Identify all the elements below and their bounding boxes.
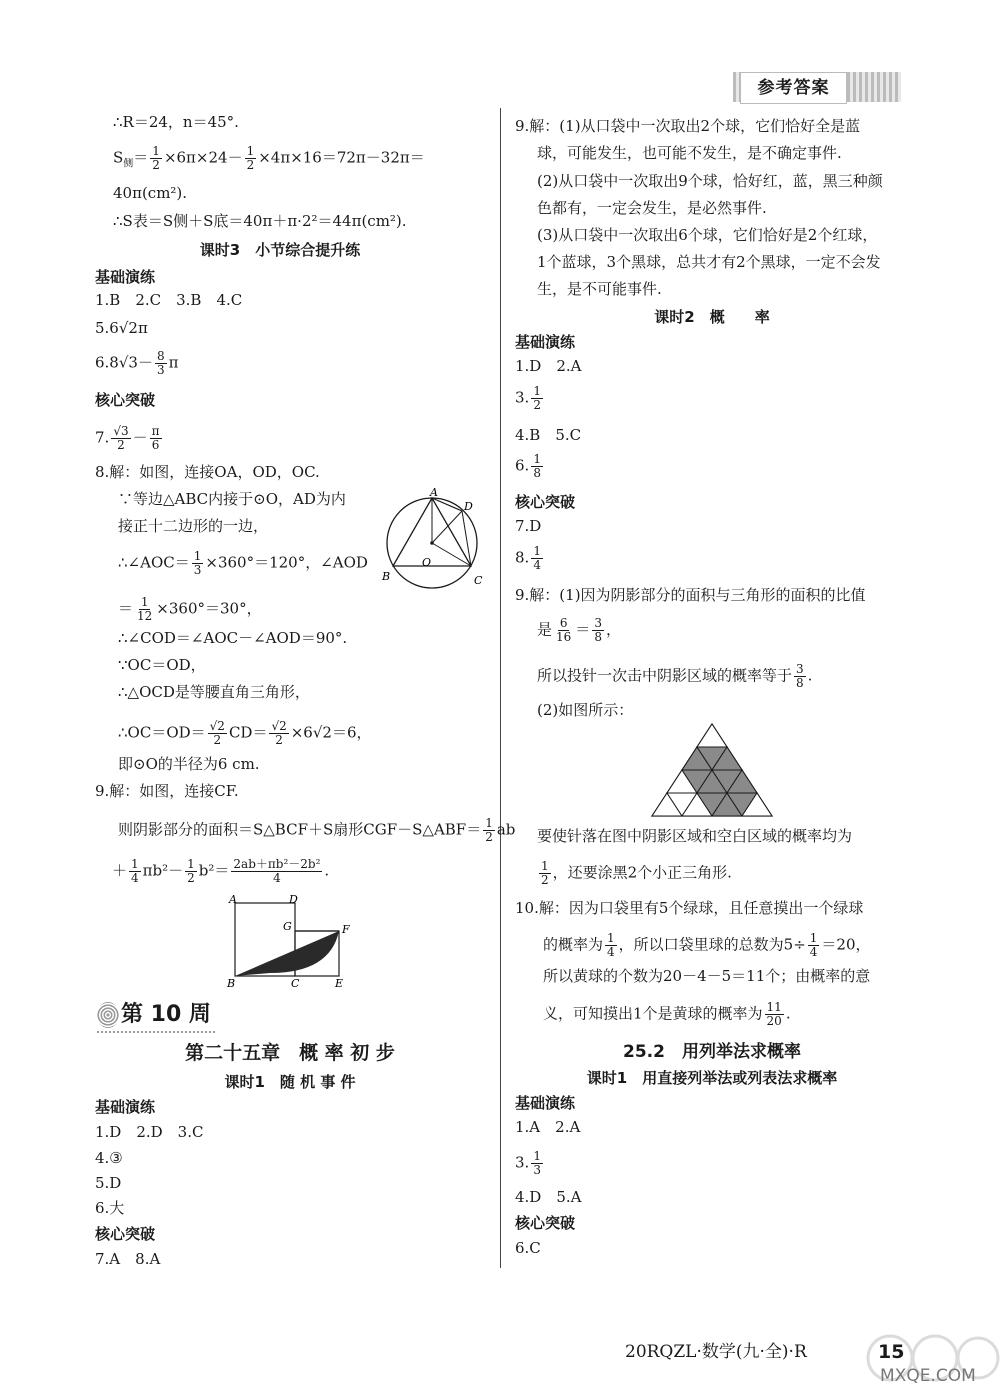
label-f: F bbox=[342, 923, 350, 936]
section-heading: 核心突破 bbox=[515, 493, 576, 511]
answer-line: 1.A 2.A bbox=[515, 1118, 581, 1136]
section-heading: 基础演练 bbox=[515, 333, 576, 351]
solution-line: 8.解：如图，连接OA，OD，OC. bbox=[95, 463, 320, 481]
solution-line: $\frac{1}{2}$ ，还要涂黑2个小正三角形. bbox=[541, 859, 732, 887]
label-b: B bbox=[382, 570, 391, 583]
lesson-title: 课时3 小节综合提升练 bbox=[199, 241, 361, 259]
line-lateral-area: $S_侧=$ $\frac{1}{2}$ ×6π×24－ $\frac{1}{2}$ ×4π×16＝72π－32π＝ bbox=[113, 144, 425, 172]
week-underline bbox=[97, 1031, 215, 1033]
column-divider bbox=[500, 108, 501, 1268]
label-e: E bbox=[335, 977, 344, 988]
section-heading: 基础演练 bbox=[95, 1098, 156, 1116]
section-heading: 基础演练 bbox=[515, 1094, 576, 1112]
label-b: B bbox=[227, 977, 236, 988]
answer-line: 4.D 5.A bbox=[515, 1188, 582, 1206]
solution-line: (3)从口袋中一次取出6个球，它们恰好是2个红球， bbox=[537, 226, 878, 244]
answer-line: 6.C bbox=[515, 1239, 541, 1257]
chapter-title: 第二十五章 概 率 初 步 bbox=[185, 1042, 395, 1064]
answer-line: 8. $\frac{1}{4}$ bbox=[515, 544, 541, 572]
week-dots-icon bbox=[97, 1002, 119, 1028]
solution-line: 则阴影部分的面积＝S△BCF＋S扇形CGF－S△ABF＝ $\frac{1}{2}$ ab bbox=[118, 816, 516, 844]
answer-line: 5.D bbox=[95, 1174, 122, 1192]
footer-text: 20RQZL·数学(九·全)·R bbox=[625, 1342, 807, 1362]
solution-line: 球，可能发生，也可能不发生，是不确定事件. bbox=[537, 144, 842, 162]
lesson-title: 课时2 概 率 bbox=[654, 308, 770, 326]
answer-line: 7. $\frac{√3}{2}$ － $\frac{\pi}{6}$ bbox=[95, 424, 160, 452]
solution-line: 9.解：如图，连接CF. bbox=[95, 782, 239, 800]
triangle-grid-figure bbox=[648, 722, 776, 818]
label-c: C bbox=[474, 574, 483, 587]
watermark-text: MXQE.COM bbox=[880, 1366, 976, 1386]
section-heading: 基础演练 bbox=[95, 268, 156, 286]
solution-line: ∴∠COD＝∠AOC－∠AOD＝90°. bbox=[118, 629, 348, 647]
answer-line: 1.D 2.D 3.C bbox=[95, 1123, 204, 1141]
solution-line: 1个蓝球，3个黑球，总共才有2个黑球，一定不会发 bbox=[537, 253, 881, 271]
solution-line: (2)从口袋中一次取出9个球，恰好红，蓝，黑三种颜 bbox=[537, 172, 883, 190]
solution-line: ∴OC＝OD＝ $\frac{√2}{2}$ CD＝ $\frac{√2}{2}$ ×6√2＝6， bbox=[118, 719, 372, 747]
solution-line: 所以黄球的个数为20－4－5＝11个；由概率的意 bbox=[543, 967, 871, 985]
solution-line: 所以投针一次击中阴影区域的概率等于 $\frac{3}{8}$ . bbox=[537, 662, 813, 690]
solution-line: 生，是不可能事件. bbox=[537, 280, 662, 298]
lesson-title: 课时1 用直接列举法或列表法求概率 bbox=[586, 1069, 838, 1087]
triangle-cell bbox=[697, 724, 727, 747]
solution-line: ∵OC＝OD， bbox=[118, 656, 206, 674]
line: ∴R＝24，n＝45°. bbox=[113, 113, 239, 131]
answer-line: 1.B 2.C 3.B 4.C bbox=[95, 291, 243, 309]
week-title: 第 10 周 bbox=[121, 1002, 211, 1027]
label-a: A bbox=[430, 488, 438, 499]
triangle-cells bbox=[652, 724, 772, 816]
page-number: 15 bbox=[878, 1341, 905, 1363]
answer-line: 3. $\frac{1}{2}$ bbox=[515, 384, 541, 412]
answer-line: 6.8√3－ $\frac{8}{3}$ π bbox=[95, 349, 179, 377]
line: ∴S表＝S侧＋S底＝40π＋π·2²＝44π(cm²). bbox=[113, 212, 407, 230]
label-g: G bbox=[283, 920, 292, 933]
solution-line: ∴△OCD是等腰直角三角形， bbox=[118, 683, 310, 701]
lesson-title: 课时1 随 机 事 件 bbox=[224, 1073, 356, 1091]
solution-line: 接正十二边形的一边， bbox=[118, 517, 269, 535]
answer-line: 1.D 2.A bbox=[515, 357, 582, 375]
solution-line: 要使针落在图中阴影区域和空白区域的概率均为 bbox=[537, 827, 853, 845]
line: 40π(cm²). bbox=[113, 184, 188, 202]
section-heading: 核心突破 bbox=[515, 1214, 576, 1232]
answer-line: 6. $\frac{1}{8}$ bbox=[515, 452, 541, 480]
solution-line: ∵等边△ABC内接于⊙O，AD为内 bbox=[118, 490, 346, 508]
solution-line: 9.解：(1)因为阴影部分的面积与三角形的面积的比值 bbox=[515, 586, 866, 604]
circle-figure bbox=[380, 488, 490, 598]
answer-line: 3. $\frac{1}{3}$ bbox=[515, 1149, 541, 1177]
answer-line: 7.A 8.A bbox=[95, 1250, 161, 1268]
answer-line: 4.③ bbox=[95, 1149, 123, 1167]
week-badge bbox=[97, 998, 217, 1032]
solution-line: 9.解：(1)从口袋中一次取出2个球，它们恰好全是蓝 bbox=[515, 117, 861, 135]
solution-line: ＝ $\frac{1}{12}$ ×360°＝30°， bbox=[118, 595, 262, 623]
solution-line: 色都有，一定会发生，是必然事件. bbox=[537, 199, 767, 217]
solution-line: 是 $\frac{6}{16}$ ＝ $\frac{3}{8}$ ， bbox=[537, 616, 621, 644]
answer-line: 4.B 5.C bbox=[515, 426, 582, 444]
solution-line: (2)如图所示： bbox=[537, 701, 634, 719]
label-d: D bbox=[289, 893, 298, 906]
solution-line: 义，可知摸出1个是黄球的概率为 $\frac{11}{20}$ . bbox=[543, 1000, 791, 1028]
solution-line: 10.解：因为口袋里有5个绿球，且任意摸出一个绿球 bbox=[515, 899, 864, 917]
header-title: 参考答案 bbox=[740, 72, 847, 104]
section-heading: 核心突破 bbox=[95, 1225, 156, 1243]
label-c: C bbox=[291, 977, 300, 988]
label-o: O bbox=[422, 556, 432, 569]
solution-line: 的概率为 $\frac{1}{4}$ ，所以口袋里球的总数为5÷ $\frac{1}{4}$ ＝20， bbox=[543, 931, 871, 959]
answer-line: 5.6√2π bbox=[95, 319, 148, 337]
label-d: D bbox=[464, 500, 473, 513]
label-a: A bbox=[229, 893, 237, 906]
solution-line: ∴∠AOC＝ $\frac{1}{3}$ ×360°＝120°，∠AOD bbox=[118, 549, 368, 577]
solution-line: 即⊙O的半径为6 cm. bbox=[118, 755, 260, 773]
answer-line: 6.大 bbox=[95, 1199, 125, 1217]
solution-line: ＋ $\frac{1}{4}$ πb²－ $\frac{1}{2}$ b²＝ $\frac{\text{2ab＋πb²－2b²}}{4}$ . bbox=[112, 857, 330, 885]
section-title: 25.2 用列举法求概率 bbox=[623, 1042, 801, 1062]
section-heading: 核心突破 bbox=[95, 391, 156, 409]
rectangle-figure bbox=[225, 893, 355, 988]
answer-line: 7.D bbox=[515, 517, 542, 535]
